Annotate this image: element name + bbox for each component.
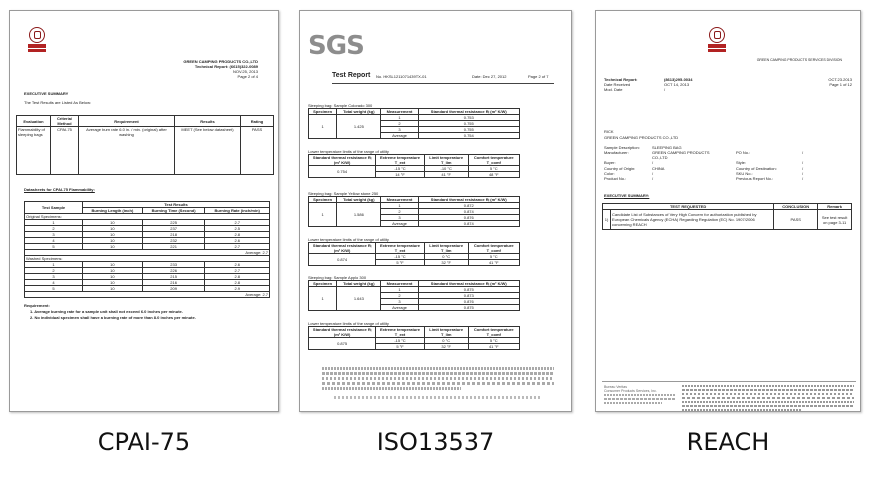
measurement-header: Total weight (kg) xyxy=(337,109,381,115)
datasheet-cell: 233 xyxy=(142,262,205,268)
datasheet-cell: 215 xyxy=(142,274,205,280)
limit-fahrenheit: 5 °F xyxy=(376,344,425,350)
th-remark: Remark xyxy=(818,204,852,210)
resistance-value: 0.755 xyxy=(418,127,520,133)
average-value: 0.875 xyxy=(418,305,520,311)
datasheet-cell: 2 xyxy=(25,268,83,274)
datasheet-cell: 2 xyxy=(25,226,83,232)
field-label: Manufacturer: xyxy=(604,150,629,155)
sgs-report-page xyxy=(299,10,572,412)
reach-contact: RICK xyxy=(604,129,614,134)
datasheet-cell: 2.6 xyxy=(205,238,270,244)
cell-evaluation: Flammability of sleeping bags xyxy=(17,127,51,175)
field-label: Sample Description: xyxy=(604,145,640,150)
datasheet-cell: 10 xyxy=(83,280,143,286)
sgs-report-title: Test Report xyxy=(332,72,371,79)
reach-footer-company: Bureau Veritas xyxy=(604,385,627,389)
reach-summary-title: EXECUTIVE SUMMARY: xyxy=(604,193,650,198)
datasheet-cell: 10 xyxy=(83,286,143,292)
measurement-table xyxy=(308,196,520,227)
limit-celsius: 5 °C xyxy=(468,166,519,172)
th-burning-rate: Burning Rate (inch/min) xyxy=(205,208,270,214)
limits-header: Limit temperature T_lim xyxy=(424,155,468,166)
limits-table xyxy=(308,154,520,178)
limits-header: Limit temperature T_lim xyxy=(424,243,468,254)
datasheet-cell: 2.7 xyxy=(205,220,270,226)
th-conclusion: CONCLUSION xyxy=(774,204,818,210)
datasheet-cell: 225 xyxy=(142,220,205,226)
resistance-value: 0.872 xyxy=(418,203,520,209)
specimen-cell: 1 xyxy=(309,203,337,227)
cell-criteria: CPAI-75 xyxy=(51,127,79,175)
resistance-value: 0.876 xyxy=(418,299,520,305)
field-label: Previous Report No.: xyxy=(736,176,774,181)
washed-specimens-label: Washed Specimens: xyxy=(25,256,270,262)
field-label: Style: xyxy=(736,160,747,165)
cell-requirement: Average burn rate 6.0 in. / min. (original) after washing xyxy=(79,127,175,175)
reach-page-number: Page 1 of 12 xyxy=(829,82,852,87)
measurement-number: 1 xyxy=(381,203,418,209)
limit-celsius: -15 °C xyxy=(376,254,425,260)
limits-header-row xyxy=(309,243,520,254)
measurement-header: Standard thermal resistance Rᵢ (m² K/W) xyxy=(418,281,520,287)
cpai-datasheet-table xyxy=(24,201,270,298)
sgs-footer-text xyxy=(322,367,554,399)
reach-mod-label: Mod. Date xyxy=(604,87,623,92)
resistance-value: 0.755 xyxy=(418,121,520,127)
limit-fahrenheit: 32 °F xyxy=(424,260,468,266)
cell-remark: See test result on page 3-11 xyxy=(818,210,852,230)
cpai-date: NOV.25, 2013 xyxy=(233,69,258,74)
limit-fahrenheit: 41 °F xyxy=(424,172,468,178)
measurement-number: 1 xyxy=(381,115,418,121)
sgs-logo: SGS xyxy=(308,31,364,61)
reach-mod-value: / xyxy=(664,87,666,92)
specimen-cell: 1 xyxy=(309,115,337,139)
limits-header: Comfort temperature T_comf xyxy=(468,243,519,254)
th-test-results: Test Results xyxy=(83,202,270,208)
datasheet-cell: 10 xyxy=(83,268,143,274)
datasheet-cell: 3 xyxy=(25,274,83,280)
measurement-header: Specimen xyxy=(309,281,337,287)
datasheet-cell: 221 xyxy=(142,244,205,250)
th-evaluation: Evaluation xyxy=(17,116,51,127)
measurement-header: Measurement xyxy=(381,197,418,203)
limit-celsius: 0 °C xyxy=(424,338,468,344)
limit-fahrenheit: 14 °F xyxy=(376,172,425,178)
field-label: PO No.: xyxy=(736,150,751,155)
limits-caption: Lower temperature limits of the range of utility xyxy=(308,237,389,242)
cpai-report-page xyxy=(9,10,279,412)
field-value: / xyxy=(652,160,654,165)
field-value: GREEN CAMPING PRODUCTS CO.,LTD xyxy=(652,150,710,160)
th-criteria: Criteria/ Method xyxy=(51,116,79,127)
cpai-company: GREEN CAMPING PRODUCTS CO.,LTD xyxy=(183,59,258,64)
field-value: / xyxy=(802,176,804,181)
measurement-number: 3 xyxy=(381,299,418,305)
measurement-header: Standard thermal resistance Rᵢ (m² K/W) xyxy=(418,197,520,203)
datasheet-cell: 10 xyxy=(83,220,143,226)
reach-tech-label: Technical Report: xyxy=(604,77,638,82)
limits-resistance: 0.875 xyxy=(309,338,376,350)
average-label: Average xyxy=(381,305,418,311)
reach-summary-table xyxy=(602,203,852,230)
measurement-number: 2 xyxy=(381,209,418,215)
field-label: Country of Destination: xyxy=(736,166,777,171)
caption-reach: REACH xyxy=(686,428,770,456)
resistance-value: 0.875 xyxy=(418,287,520,293)
field-label: Buyer: xyxy=(604,160,616,165)
datasheet-cell: 232 xyxy=(142,238,205,244)
datasheet-cell: 10 xyxy=(83,232,143,238)
limits-table xyxy=(308,326,520,350)
th-results: Results xyxy=(175,116,241,127)
limits-caption: Lower temperature limits of the range of utility xyxy=(308,149,389,154)
limits-header-row xyxy=(309,155,520,166)
measurement-number: 3 xyxy=(381,215,418,221)
measurement-header: Measurement xyxy=(381,281,418,287)
datasheet-cell: 5 xyxy=(25,244,83,250)
datasheet-cell: 2.6 xyxy=(205,262,270,268)
sgs-page-number: Page 2 of 7 xyxy=(528,74,549,79)
field-value: / xyxy=(802,160,804,165)
cpai-requirement-2: 2. No individual specimen shall have a burning rate of more than 8.0 inches per minute. xyxy=(30,315,196,320)
datasheet-cell: 209 xyxy=(142,286,205,292)
limit-celsius: 5 °C xyxy=(468,254,519,260)
datasheet-cell: 226 xyxy=(142,268,205,274)
weight-cell: 1.643 xyxy=(337,287,381,311)
limits-header: Extreme temperature T_ext xyxy=(376,327,425,338)
cell-results: MEET (See below datasheet) xyxy=(175,127,241,175)
sgs-report-date: Date: Dec 27, 2012 xyxy=(472,74,507,79)
field-label: Product No.: xyxy=(604,176,627,181)
datasheet-cell: 2.7 xyxy=(205,244,270,250)
limit-celsius: 5 °C xyxy=(468,338,519,344)
limits-caption: Lower temperature limits of the range of utility xyxy=(308,321,389,326)
sample-name: Sleeping bag: Sample Yellow stone 250 xyxy=(308,191,379,196)
datasheet-cell: 10 xyxy=(83,274,143,280)
limit-celsius: -15 °C xyxy=(376,166,425,172)
limits-header: Comfort temperature T_comf xyxy=(468,155,519,166)
original-specimens-label: Original Specimens: xyxy=(25,214,270,220)
field-value: / xyxy=(802,166,804,171)
limits-resistance: 0.874 xyxy=(309,254,376,266)
specimen-cell: 1 xyxy=(309,287,337,311)
sample-name: Sleeping bag: Sample Applo 300 xyxy=(308,275,367,280)
measurement-header: Specimen xyxy=(309,197,337,203)
field-value: / xyxy=(802,171,804,176)
reach-division-header: GREEN CAMPING PRODUCTS SERVICES DIVISION xyxy=(756,58,842,62)
average-value: 0.754 xyxy=(418,133,520,139)
datasheet-cell: 218 xyxy=(142,232,205,238)
caption-cpai75: CPAI-75 xyxy=(97,428,191,456)
cpai-report-number: Technical Report: (6615)322-0089 xyxy=(194,64,258,69)
datasheet-cell: 4 xyxy=(25,238,83,244)
reach-footer-disclaimer xyxy=(682,385,854,411)
field-value: / xyxy=(802,150,804,155)
reach-footer-address xyxy=(604,394,676,404)
datasheet-cell: 3 xyxy=(25,232,83,238)
caption-iso13537: ISO13537 xyxy=(376,428,495,456)
limits-header: Extreme temperature T_ext xyxy=(376,243,425,254)
limits-header-row xyxy=(309,327,520,338)
limits-header: Standard thermal resistance Rᵢ (m² K/W) xyxy=(309,327,376,338)
th-burning-time: Burning Time (Second) xyxy=(142,208,205,214)
resistance-value: 0.873 xyxy=(418,293,520,299)
cpai-page-number: Page 2 of 4 xyxy=(237,74,258,79)
reach-received-value: OCT 14, 2013 xyxy=(664,82,690,87)
average-label: Average xyxy=(381,221,418,227)
limits-header: Extreme temperature T_ext xyxy=(376,155,425,166)
reach-report-page xyxy=(595,10,861,412)
cell-test-requested: Candidate List of Substances of Very High Concern for authorization published by European Chemicals Agency (ECHA) Regarding Regulation (EC) No. 1907/2006 concerning REACH xyxy=(611,210,774,230)
field-value: SLEEPING BAG xyxy=(652,145,682,150)
bureau-veritas-logo xyxy=(708,27,726,53)
weight-cell: 1.425 xyxy=(337,115,381,139)
cell-item-number: 1) xyxy=(603,210,611,230)
bureau-veritas-logo xyxy=(28,27,46,53)
th-requirement: Requirement xyxy=(79,116,175,127)
limits-table xyxy=(308,242,520,266)
field-label: Color: xyxy=(604,171,615,176)
datasheet-cell: 2.5 xyxy=(205,226,270,232)
average-value: 0.874 xyxy=(418,221,520,227)
datasheet-cell: 1 xyxy=(25,220,83,226)
datasheet-cell: 1 xyxy=(25,262,83,268)
sgs-report-number: No. HKSL1211071439TX-01 xyxy=(376,74,427,79)
reach-received-label: Date Received xyxy=(604,82,631,87)
limit-celsius: -15 °C xyxy=(376,338,425,344)
datasheet-cell: 2.8 xyxy=(205,274,270,280)
datasheet-cell: 10 xyxy=(83,244,143,250)
weight-cell: 1.586 xyxy=(337,203,381,227)
field-label: Country of Origin: xyxy=(604,166,636,171)
washed-average: Average: 2.7 xyxy=(25,292,270,298)
limits-header: Comfort temperature T_comf xyxy=(468,327,519,338)
cell-conclusion: PASS xyxy=(774,210,818,230)
datasheet-cell: 2.7 xyxy=(205,268,270,274)
limit-celsius: -10 °C xyxy=(424,166,468,172)
datasheet-cell: 10 xyxy=(83,226,143,232)
cpai-datasheet-title: Datasheets for CPAI-75 Flammability: xyxy=(24,187,95,192)
limit-celsius: 0 °C xyxy=(424,254,468,260)
cell-rating: PASS xyxy=(241,127,274,175)
th-rating: Rating xyxy=(241,116,274,127)
datasheet-cell: 10 xyxy=(83,262,143,268)
measurement-number: 2 xyxy=(381,293,418,299)
resistance-value: 0.874 xyxy=(418,209,520,215)
measurement-header: Total weight (kg) xyxy=(337,281,381,287)
limits-header: Standard thermal resistance Rᵢ (m² K/W) xyxy=(309,155,376,166)
field-value: CHINA xyxy=(652,166,665,171)
cpai-summary-table xyxy=(16,115,274,175)
measurement-header: Total weight (kg) xyxy=(337,197,381,203)
field-value: / xyxy=(652,171,654,176)
resistance-value: 0.876 xyxy=(418,215,520,221)
th-test-sample: Test Sample xyxy=(25,202,83,214)
datasheet-cell: 237 xyxy=(142,226,205,232)
th-burning-length: Burning Length (inch) xyxy=(83,208,143,214)
datasheet-cell: 4 xyxy=(25,280,83,286)
measurement-header: Measurement xyxy=(381,109,418,115)
measurement-number: 1 xyxy=(381,287,418,293)
limits-header: Standard thermal resistance Rᵢ (m² K/W) xyxy=(309,243,376,254)
measurement-number: 3 xyxy=(381,127,418,133)
average-label: Average xyxy=(381,133,418,139)
limits-resistance: 0.754 xyxy=(309,166,376,178)
sample-name: Sleeping bag: Sample Colorado 300 xyxy=(308,103,373,108)
th-test-requested: TEST REQUESTED xyxy=(603,204,774,210)
cpai-requirement-1: 1. Average burning rate for a sample unit shall not exceed 6.0 inches per minute. xyxy=(30,309,183,314)
reach-tech-value: (8613)295-0034 xyxy=(664,77,693,82)
cpai-summary-title: EXECUTIVE SUMMARY xyxy=(24,91,69,96)
measurement-header: Specimen xyxy=(309,109,337,115)
measurement-number: 2 xyxy=(381,121,418,127)
limit-fahrenheit: 48 °F xyxy=(468,172,519,178)
field-label: SKU No.: xyxy=(736,171,753,176)
limit-fahrenheit: 5 °F xyxy=(376,260,425,266)
field-value: / xyxy=(652,176,654,181)
resistance-value: 0.753 xyxy=(418,115,520,121)
limit-fahrenheit: 41 °F xyxy=(468,344,519,350)
reach-company: GREEN CAMPING PRODUCTS CO.,LTD xyxy=(604,135,679,140)
limits-header: Limit temperature T_lim xyxy=(424,327,468,338)
reach-report-date: OCT.23.2013 xyxy=(828,77,852,82)
limit-fahrenheit: 41 °F xyxy=(468,260,519,266)
datasheet-cell: 5 xyxy=(25,286,83,292)
datasheet-cell: 216 xyxy=(142,280,205,286)
original-average: Average: 2.7 xyxy=(25,250,270,256)
datasheet-cell: 2.9 xyxy=(205,286,270,292)
measurement-table xyxy=(308,280,520,311)
limit-fahrenheit: 32 °F xyxy=(424,344,468,350)
datasheet-cell: 2.8 xyxy=(205,232,270,238)
reach-footer-division: Consumer Products Services, Inc. xyxy=(604,389,657,393)
cpai-requirement-title: Requirement: xyxy=(24,303,50,308)
cpai-summary-intro: The Test Results are Listed As Below: xyxy=(24,100,92,105)
measurement-table xyxy=(308,108,520,139)
measurement-header: Standard thermal resistance Rᵢ (m² K/W) xyxy=(418,109,520,115)
datasheet-cell: 10 xyxy=(83,238,143,244)
datasheet-cell: 2.8 xyxy=(205,280,270,286)
